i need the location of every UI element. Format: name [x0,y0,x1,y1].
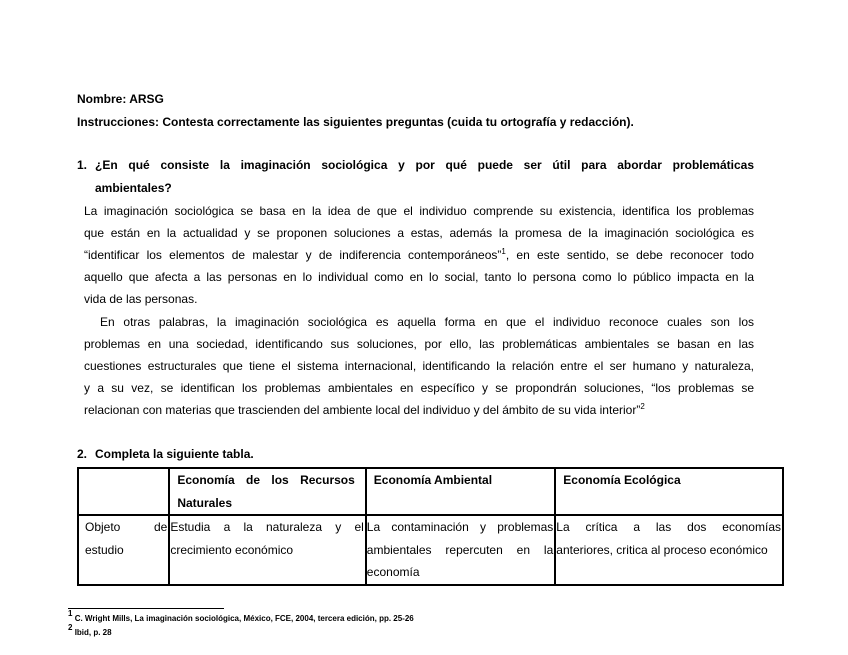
answer-1-p2-line-3: cuestiones estructurales que tiene el sistema internacional, identificando la relación entre el ser humano y naturaleza, [84,359,754,373]
table-header-empty [78,468,169,515]
answer-1-p1-line-5: vida de las personas. [84,292,198,306]
answer-1-p2-line-1: En otras palabras, la imaginación sociológica es aquella forma en que el individuo reconoce cuales son los [100,315,754,329]
footnote-separator [68,608,224,609]
question-2-text: Completa la siguiente tabla. [95,447,254,461]
row-label-objeto-estudio: Objeto de estudio [78,515,169,585]
question-2-number: 2. [77,447,88,461]
answer-1-p1-line-3: “identificar los elementos de malestar y de indiferencia contemporáneos”$^1$, en este sentido, se debe reconocer todo [84,247,754,262]
answer-1-p2-line-5: relacionan con materias que trascienden del ambiente local del individuo y del ámbito de su vida interior”$^2$ [84,402,645,417]
header-economia-ecologica: Economía Ecológica [555,468,783,515]
answer-1-p2-line-4: y a su vez, se identifican los problemas ambientales en específico y se propondrán soluciones, “los problemas se [84,381,754,395]
economics-table [77,467,784,586]
answer-1-p1-line-2: que están en la actualidad y se proponen soluciones a estas, además la promesa de la imaginación sociológica es [84,226,754,240]
footnote-2: $^2$ Ibid, p. 28 [68,623,112,637]
instructions: Instrucciones: Contesta correctamente las siguientes preguntas (cuida tu ortografía y redacción). [77,115,634,129]
footnote-ref-1: 1 [501,247,506,256]
answer-1-p2-line-2: problemas en una sociedad, identificando sus soluciones, por ello, las problemáticas ambientales se basan en las [84,337,754,351]
cell-recursos-naturales: Estudia a la naturaleza y el crecimiento económico [169,515,365,585]
student-name: Nombre: ARSG [77,92,164,106]
question-1-number: 1. [77,158,88,172]
table-row [78,515,783,585]
cell-economia-ecologica: La crítica a las dos economías anteriores, critica al proceso económico [555,515,783,585]
footnote-1: $^1$ C. Wright Mills, La imaginación sociológica, México, FCE, 2004, tercera edición, pp. 25-26 [68,609,414,623]
table-header-row [78,468,783,515]
answer-1-p1-line-1: La imaginación sociológica se basa en la idea de que el individuo comprende su existencia, identifica los problemas [84,204,754,218]
question-1-line-2: ambientales? [95,181,172,195]
footnote-ref-2: 2 [640,402,645,411]
cell-economia-ambiental: La contaminación y problemas ambientales repercuten en la economía [366,515,555,585]
header-economia-ambiental: Economía Ambiental [366,468,555,515]
answer-1-p1-line-4: aquello que afecta a las personas en lo individual como en lo social, tanto lo persona como lo público impacta en la [84,270,754,284]
header-recursos-naturales: Economía de los Recursos Naturales [169,468,365,515]
question-1-line-1: ¿En qué consiste la imaginación sociológica y por qué puede ser útil para abordar problemáticas [95,158,754,172]
